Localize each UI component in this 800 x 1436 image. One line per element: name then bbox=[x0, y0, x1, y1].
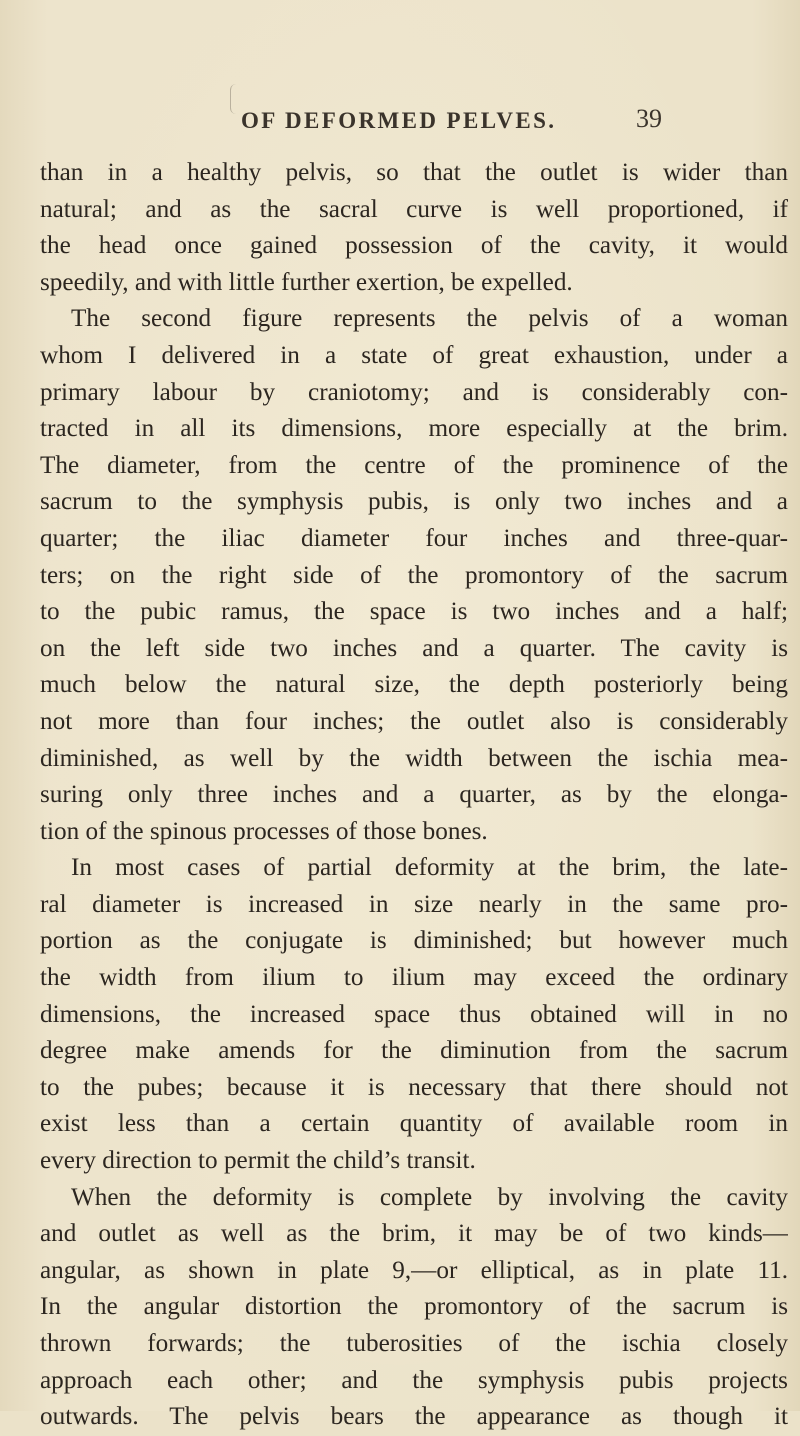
text-line: suring only three inches and a quarter, as by the elonga- bbox=[40, 781, 788, 809]
text-line: diminished, as well by the width between the ischia mea- bbox=[40, 744, 788, 772]
text-line: sacrum to the symphysis pubis, is only two inches and a bbox=[40, 488, 788, 516]
text-line: the width from ilium to ilium may exceed the ordinary bbox=[40, 964, 788, 992]
text-line: The diameter, from the centre of the prominence of the bbox=[40, 451, 788, 479]
text-line: to the pubic ramus, the space is two inches and a half; bbox=[40, 598, 788, 626]
text-line: degree make amends for the diminution from the sacrum bbox=[40, 1037, 788, 1065]
text-line: natural; and as the sacral curve is well proportioned, if bbox=[40, 195, 788, 223]
page-number: 39 bbox=[636, 104, 662, 133]
text-line: every direction to permit the child’s transit. bbox=[40, 1147, 476, 1175]
text-line: not more than four inches; the outlet also is considerably bbox=[40, 707, 788, 735]
text-line: portion as the conjugate is diminished; but however much bbox=[40, 927, 788, 955]
binding-mark bbox=[230, 84, 237, 114]
text-line: to the pubes; because it is necessary that there should not bbox=[40, 1073, 788, 1101]
text-line: approach each other; and the symphysis pubis projects bbox=[40, 1366, 788, 1394]
text-line: tracted in all its dimensions, more especially at the brim. bbox=[40, 415, 788, 443]
running-head: OF DEFORMED PELVES. bbox=[241, 108, 557, 133]
text-line: The second figure represents the pelvis of a woman bbox=[71, 305, 788, 333]
text-line: angular, as shown in plate 9,—or elliptical, as in plate 11. bbox=[40, 1256, 788, 1284]
text-line: ters; on the right side of the promontory of the sacrum bbox=[40, 561, 788, 589]
text-line: and outlet as well as the brim, it may be of two kinds— bbox=[40, 1220, 788, 1248]
body-text bbox=[40, 155, 788, 1436]
text-line: In the angular distortion the promontory of the sacrum is bbox=[40, 1293, 788, 1321]
text-line: ral diameter is increased in size nearly in the same pro- bbox=[40, 890, 788, 918]
text-line: dimensions, the increased space thus obtained will in no bbox=[40, 1000, 788, 1028]
text-line: on the left side two inches and a quarter. The cavity is bbox=[40, 634, 788, 662]
text-line: thrown forwards; the tuberosities of the ischia closely bbox=[40, 1330, 788, 1357]
text-line: primary labour by craniotomy; and is considerably con- bbox=[40, 378, 788, 406]
text-line: tion of the spinous processes of those bones. bbox=[40, 817, 488, 845]
text-line: In most cases of partial deformity at the brim, the late- bbox=[71, 854, 788, 882]
text-line: whom I delivered in a state of great exhaustion, under a bbox=[40, 341, 788, 369]
text-line: When the deformity is complete by involving the cavity bbox=[71, 1183, 788, 1211]
text-line: much below the natural size, the depth posteriorly being bbox=[40, 671, 788, 699]
text-line: than in a healthy pelvis, so that the outlet is wider than bbox=[40, 159, 788, 186]
text-line: speedily, and with little further exertion, be expelled. bbox=[40, 268, 573, 296]
text-line: exist less than a certain quantity of available room in bbox=[40, 1110, 788, 1138]
text-line: outwards. The pelvis bears the appearance as though it bbox=[40, 1403, 788, 1431]
text-line: quarter; the iliac diameter four inches and three-quar- bbox=[40, 524, 788, 552]
text-line: the head once gained possession of the cavity, it would bbox=[40, 232, 788, 260]
